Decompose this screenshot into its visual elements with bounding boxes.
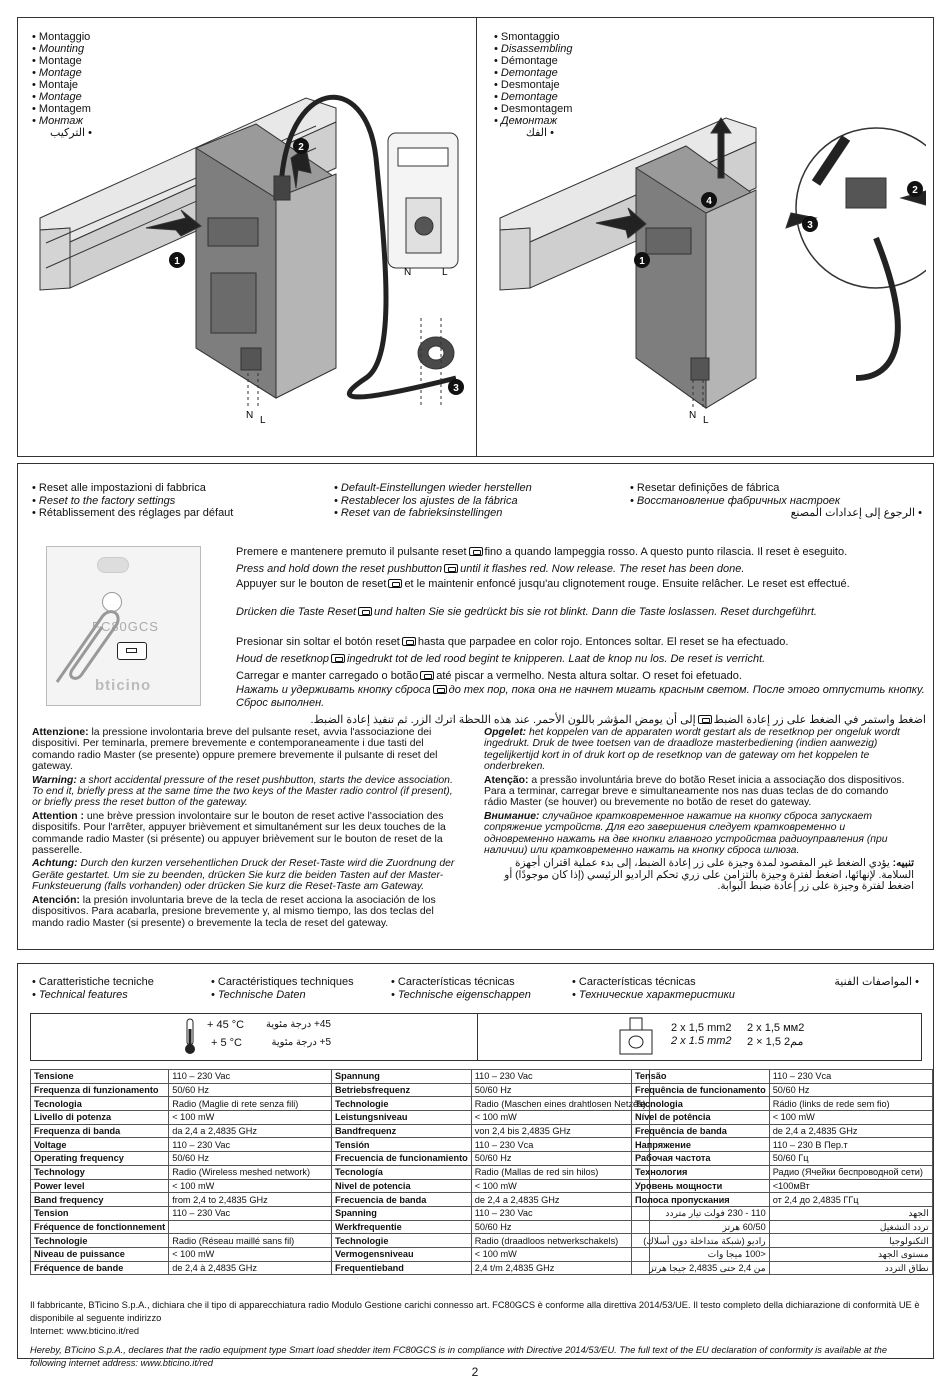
spec-key: Bandfrequenz bbox=[332, 1124, 472, 1138]
spec-value: Rádio (links de rede sem fio) bbox=[769, 1097, 932, 1111]
spec-row bbox=[31, 1152, 332, 1166]
spec-key: Leistungsniveau bbox=[332, 1111, 472, 1125]
instruction-text: Drücken die Taste Reset bbox=[236, 605, 357, 618]
warning-text: a short accidental pressure of the reset pushbutton, starts the device association. To end it, briefly press at the same time the two keys of the Master radio control (if present), or briefly press the reset button of the gateway. bbox=[32, 774, 453, 809]
spec-value: 110 – 230 Vac bbox=[169, 1070, 332, 1084]
module-label-n-r: N bbox=[689, 410, 697, 421]
spec-key: Fréquence de bande bbox=[31, 1261, 169, 1275]
dismounting-lang-item: • Desmontagem bbox=[494, 103, 573, 115]
warning-text: la presión involuntaria breve de la tecla de reset acciona la asociación de los dispositivos. Para acabarla, presione brevemente y, al mismo tiempo, las dos teclas del mando radio Master (si presente) o brevemente la tecla de reset del gateway. bbox=[32, 894, 436, 929]
spec-value: Radio (draadloos netwerkschakels) bbox=[471, 1234, 649, 1248]
dismounting-lang-item: • Smontaggio bbox=[494, 31, 560, 43]
step-1-number: 1 bbox=[174, 256, 180, 267]
spec-key: Spanning bbox=[332, 1206, 472, 1220]
spec-key: Technology bbox=[31, 1165, 169, 1179]
device-illustration bbox=[46, 546, 201, 706]
reset-button-icon bbox=[420, 671, 434, 680]
warning-paragraph bbox=[32, 775, 462, 809]
footer-italian-url: Internet: www.bticino.it/red bbox=[30, 1326, 140, 1336]
warning-paragraph bbox=[32, 895, 462, 929]
reset-button-icon bbox=[388, 579, 402, 588]
instruction-text: hasta que parpadee en color rojo. Entonces soltar. El reset se ha efectuado. bbox=[417, 635, 789, 648]
instruction-line bbox=[236, 684, 926, 712]
technical-section bbox=[17, 963, 934, 1368]
spec-key: Полоса пропускания bbox=[632, 1193, 770, 1207]
reset-header: • Reset to the factory settings bbox=[32, 494, 176, 507]
spec-row bbox=[31, 1206, 332, 1220]
dismounting-lang-arabic: • الفك bbox=[525, 127, 554, 139]
warning-paragraph bbox=[32, 858, 462, 892]
spec-row bbox=[31, 1083, 332, 1097]
spec-row bbox=[31, 1070, 332, 1084]
reset-button-icon bbox=[698, 715, 712, 724]
instruction-text: Нажать и удерживать кнопку сброса bbox=[236, 684, 431, 697]
spec-row bbox=[31, 1247, 332, 1261]
tech-header-4: • Características técnicas • Технические характеристики bbox=[572, 976, 735, 1001]
spec-row bbox=[332, 1179, 650, 1193]
warning-text: случайное кратковременное нажатие на кнопку сброса запускает сопряжение устройств. Для его завершения следует кратковременно и одновременно нажать на две кнопки главного устройства радиоуправления (при наличии) или кратковременно нажать на кнопку сброса шлюза. bbox=[484, 810, 888, 857]
spec-key: Band frequency bbox=[31, 1193, 169, 1207]
warning-text: het koppelen van de apparaten wordt gestart als de resetknop per ongeluk wordt ingedrukt. Druk de twee toetsen van de draadloze masterbediening (indien aanwezig) tegelijkertijd kort in of druk kort op de resetknop van de gateway om het koppelen te onderbreken. bbox=[484, 727, 900, 773]
spec-value: 110 – 230 Vca bbox=[769, 1070, 932, 1084]
spec-key-arabic: التكنولوجيا bbox=[769, 1234, 932, 1248]
mounting-lang-item: • Montage bbox=[32, 91, 82, 103]
spec-row-arabic bbox=[632, 1234, 933, 1248]
terminal-clamp-icon bbox=[616, 1016, 656, 1058]
footer-english: Hereby, BTicino S.p.A., declares that the radio equipment type Smart load shedder item FC80GCS is in compliance with Directive 2014/53/EU. The full text of the EU declaration of conformity is available at the following internet address: www.bticino.it/red bbox=[30, 1345, 888, 1368]
instruction-line bbox=[236, 668, 926, 685]
spec-key: Voltage bbox=[31, 1138, 169, 1152]
spec-key: Технология bbox=[632, 1165, 770, 1179]
spec-key: Frequência de banda bbox=[632, 1124, 770, 1138]
spec-key: Technologie bbox=[332, 1097, 472, 1111]
warning-lead: تنبيه: bbox=[892, 858, 914, 870]
device-model-label: FC80GCS bbox=[92, 619, 159, 634]
warning-lead: Opgelet: bbox=[484, 727, 527, 738]
reset-header: • Rétablissement des réglages par défaut bbox=[32, 507, 234, 519]
spec-value: 50/60 Hz bbox=[769, 1083, 932, 1097]
spec-value: da 2,4 a 2,4835 GHz bbox=[169, 1124, 332, 1138]
spec-value: Radio (Wireless meshed network) bbox=[169, 1165, 332, 1179]
instruction-text: até piscar a vermelho. Nesta altura soltar. O reset foi efetuado. bbox=[436, 669, 742, 682]
spec-value: 110 – 230 Vac bbox=[169, 1138, 332, 1152]
instruction-line bbox=[236, 651, 926, 668]
spec-value: 110 – 230 Vca bbox=[471, 1138, 649, 1152]
warning-paragraph bbox=[32, 811, 462, 857]
warning-lead: Achtung: bbox=[32, 858, 78, 870]
spec-key: Tecnología bbox=[332, 1165, 472, 1179]
step-3-number: 3 bbox=[453, 383, 459, 394]
spec-row bbox=[632, 1193, 933, 1207]
spec-key: Nível de potência bbox=[632, 1111, 770, 1125]
instruction-text: اضغط واستمر في الضغط على زر إعادة الضبط bbox=[713, 714, 926, 727]
spec-row bbox=[332, 1152, 650, 1166]
reset-button-icon bbox=[469, 547, 483, 556]
spec-key: Livello di potenza bbox=[31, 1111, 169, 1125]
spec-value: 50/60 Hz bbox=[471, 1083, 649, 1097]
spec-value: 50/60 Гц bbox=[769, 1152, 932, 1166]
spec-key: Frecuencia de funcionamiento bbox=[332, 1152, 472, 1166]
mounting-lang-item: • Montage bbox=[32, 67, 82, 79]
dismounting-lang-item: • Disassembling bbox=[494, 43, 573, 55]
instruction-text: Premere e mantenere premuto il pulsante reset bbox=[236, 546, 467, 558]
spec-value: 50/60 Hz bbox=[169, 1083, 332, 1097]
spec-key: Fréquence de fonctionnement bbox=[31, 1220, 169, 1234]
spec-value: 2,4 t/m 2,4835 GHz bbox=[471, 1261, 649, 1275]
spec-row bbox=[332, 1124, 650, 1138]
spec-value: from 2,4 to 2,4835 GHz bbox=[169, 1193, 332, 1207]
warning-text: Durch den kurzen versehentlichen Druck der Reset-Taste wird die Zuordnung der Geräte gestartet. Um sie zu beenden, drücken Sie kurz die beiden Tasten auf der Master-Funksteuerung (falls vorhanden) oder drücken Sie kurz die Reset-Taste am Gateway. bbox=[32, 858, 455, 893]
instruction-text: إلى أن يومض المؤشر باللون الأحمر. عند هذه اللحظة اترك الزر. ثم تنفيذ إعادة الضبط. bbox=[310, 714, 696, 727]
mounting-lang-item: • Montaje bbox=[32, 79, 79, 91]
spec-row bbox=[31, 1165, 332, 1179]
spec-row bbox=[31, 1220, 332, 1234]
spec-row bbox=[332, 1247, 650, 1261]
spec-key: Frequência de funcionamento bbox=[632, 1083, 770, 1097]
spec-key-arabic: تردد التشغيل bbox=[769, 1220, 932, 1234]
warning-lead: Atenção: bbox=[484, 774, 529, 786]
section-divider bbox=[476, 18, 477, 456]
spec-value: Radio (Maglie di rete senza fili) bbox=[169, 1097, 332, 1111]
mounting-lang-item: • Montaggio bbox=[32, 31, 91, 43]
thermometer-icon bbox=[181, 1017, 199, 1057]
spec-key: Tensão bbox=[632, 1070, 770, 1084]
instruction-text: Press and hold down the reset pushbutton bbox=[236, 562, 443, 575]
spec-table-left bbox=[30, 1069, 332, 1275]
spec-value: 110 – 230 В Пер.т bbox=[769, 1138, 932, 1152]
dismounting-lang-item: • Desmontaje bbox=[494, 79, 560, 91]
warning-text: une brève pression involontaire sur le bouton de reset active l'association des dispositifs. Pour l'arrêter, appuyer brièvement et simultanément sur les deux touches de la commande radio Master (si présente) ou appuyer brièvement sur le bouton de reset de la passerelle. bbox=[32, 810, 446, 857]
spec-table-middle bbox=[331, 1069, 650, 1275]
step-1-number-r: 1 bbox=[639, 256, 645, 267]
spec-value: 50/60 Hz bbox=[471, 1152, 649, 1166]
warning-lead: Atención: bbox=[32, 894, 80, 906]
reset-instructions bbox=[236, 544, 926, 729]
spec-key: Betriebsfrequenz bbox=[332, 1083, 472, 1097]
spec-table-right bbox=[631, 1069, 933, 1275]
reset-header: • Restablecer los ajustes de la fábrica bbox=[334, 494, 518, 507]
warning-lead: Warning: bbox=[32, 774, 77, 786]
instruction-line bbox=[236, 606, 926, 634]
footer-italian: Il fabbricante, BTicino S.p.A., dichiara che il tipo di apparecchiatura radio Modulo Gestione carichi connesso art. FC80GCS è conforme alla direttiva 2014/53/UE. Il testo completo della dichiarazione di conformità UE è disponibile al seguente indirizzo bbox=[30, 1300, 920, 1323]
instruction-line bbox=[236, 634, 926, 651]
reset-button-icon bbox=[444, 564, 458, 573]
spec-row bbox=[31, 1097, 332, 1111]
cable-spec-3: 2 x 1,5 мм2 bbox=[747, 1022, 805, 1034]
reset-headers-col2 bbox=[334, 482, 532, 520]
instruction-text: until it flashes red. Now release. The reset has been done. bbox=[460, 562, 745, 575]
spec-value: < 100 mW bbox=[769, 1111, 932, 1125]
spec-value: de 2,4 à 2,4835 GHz bbox=[169, 1261, 332, 1275]
reset-button-icon bbox=[433, 685, 447, 694]
meter-label-n: N bbox=[404, 267, 412, 278]
spec-row-arabic bbox=[632, 1206, 933, 1220]
reset-header: • Reset van de fabrieksinstellingen bbox=[334, 507, 503, 519]
spec-value: < 100 mW bbox=[471, 1179, 649, 1193]
spec-row bbox=[632, 1097, 933, 1111]
spec-row bbox=[632, 1165, 933, 1179]
reset-headers-col1 bbox=[32, 482, 233, 520]
spec-row bbox=[632, 1152, 933, 1166]
reset-section bbox=[17, 463, 934, 950]
spec-key: Tensión bbox=[332, 1138, 472, 1152]
dismounting-lang-item: • Demontage bbox=[494, 67, 558, 79]
spec-row bbox=[332, 1070, 650, 1084]
warning-text: a pressão involuntária breve do botão Reset inicia a associação dos dispositivos. Para a terminar, carregar breve e simultaneamente nos nas duas teclas de do comando rádio Master (se houver) ou brevemente no botão de reset do gateway. bbox=[484, 774, 905, 809]
spec-row bbox=[332, 1165, 650, 1179]
instruction-line bbox=[236, 578, 926, 606]
mounting-lang-item: • Mounting bbox=[32, 43, 85, 55]
spec-key: Frequenza di funzionamento bbox=[31, 1083, 169, 1097]
spec-value: 110 – 230 Vac bbox=[169, 1206, 332, 1220]
spec-key: Werkfrequentie bbox=[332, 1220, 472, 1234]
module-label-l-r: L bbox=[703, 415, 709, 426]
environment-box bbox=[30, 1013, 922, 1061]
instruction-text: Appuyer sur le bouton de reset bbox=[236, 577, 387, 590]
spec-row bbox=[632, 1124, 933, 1138]
spec-row bbox=[632, 1111, 933, 1125]
paperclip-icon bbox=[47, 602, 127, 692]
spec-key: Nivel de potencia bbox=[332, 1179, 472, 1193]
warning-lead: Внимание: bbox=[484, 810, 540, 822]
spec-row bbox=[332, 1083, 650, 1097]
spec-value: Radio (Mallas de red sin hilos) bbox=[471, 1165, 649, 1179]
meter-label-l: L bbox=[442, 267, 448, 278]
spec-value: 50/60 Hz bbox=[471, 1220, 649, 1234]
spec-value-arabic: من 2,4 حتى 2,4835 جيجا هرتز bbox=[632, 1261, 770, 1275]
spec-key: Tension bbox=[31, 1206, 169, 1220]
warning-lead: Attention : bbox=[32, 810, 84, 822]
spec-row-arabic bbox=[632, 1247, 933, 1261]
warning-paragraph bbox=[484, 811, 914, 857]
spec-key: Power level bbox=[31, 1179, 169, 1193]
instruction-text: Presionar sin soltar el botón reset bbox=[236, 635, 400, 648]
spec-key: Tecnologia bbox=[632, 1097, 770, 1111]
spec-key: Technologie bbox=[31, 1234, 169, 1248]
spec-key: Frequentieband bbox=[332, 1261, 472, 1275]
reset-header: • Reset alle impostazioni di fabbrica bbox=[32, 482, 206, 494]
dismounting-lang-item: • Démontage bbox=[494, 55, 558, 67]
spec-key-arabic: الجهد bbox=[769, 1206, 932, 1220]
reset-button-icon bbox=[402, 637, 416, 646]
spec-row bbox=[632, 1138, 933, 1152]
dismounting-illustration bbox=[496, 78, 926, 448]
temp-min: + 5 °C bbox=[211, 1037, 242, 1049]
reset-header: • Default-Einstellungen wieder herstellen bbox=[334, 482, 532, 494]
instruction-text: et le maintenir enfoncé jusqu'au clignotement rouge. Ensuite relâcher. Le reset est effectué. bbox=[404, 577, 850, 590]
spec-value: Радио (Ячейки беспроводной сети) bbox=[769, 1165, 932, 1179]
spec-value: 110 – 230 Vac bbox=[471, 1206, 649, 1220]
spec-value: 110 – 230 Vac bbox=[471, 1070, 649, 1084]
toggle-shape bbox=[97, 557, 129, 573]
module-label-l: L bbox=[260, 415, 266, 426]
spec-key: Tecnologia bbox=[31, 1097, 169, 1111]
spec-value: < 100 mW bbox=[471, 1111, 649, 1125]
spec-key: Operating frequency bbox=[31, 1152, 169, 1166]
spec-row bbox=[332, 1138, 650, 1152]
spec-row bbox=[332, 1097, 650, 1111]
spec-row bbox=[632, 1070, 933, 1084]
spec-value: < 100 mW bbox=[169, 1111, 332, 1125]
instruction-text: до тех пор, пока она не начнет мигать красным светом. После этого отпустить кнопку. Сброс выполнен. bbox=[236, 684, 925, 710]
spec-value: Radio (Maschen eines drahtlosen Netzes) bbox=[471, 1097, 649, 1111]
mounting-section bbox=[17, 17, 934, 457]
spec-key: Technologie bbox=[332, 1234, 472, 1248]
spec-value bbox=[169, 1220, 332, 1234]
mounting-lang-item: • Montagem bbox=[32, 103, 91, 115]
spec-value-arabic: راديو (شبكة متداخلة دون أسلاك) bbox=[632, 1234, 770, 1248]
spec-value: от 2,4 до 2,4835 ГГц bbox=[769, 1193, 932, 1207]
spec-row bbox=[31, 1179, 332, 1193]
page-number: 2 bbox=[471, 1365, 479, 1378]
dismounting-lang-item: • Демонтаж bbox=[494, 115, 558, 127]
reset-header: • Resetar definições de fábrica bbox=[630, 482, 780, 494]
spec-value-arabic: 60/50 هرتز bbox=[632, 1220, 770, 1234]
spec-row bbox=[332, 1193, 650, 1207]
instruction-text: fino a quando lampeggia rosso. A questo punto rilascia. Il reset è eseguito. bbox=[484, 546, 848, 558]
temp-min-arabic: 5+ درجة مئوية bbox=[271, 1037, 331, 1048]
instruction-text: und halten Sie sie gedrückt bis sie rot blinkt. Dann die Taste loslassen. Reset durchgeführt. bbox=[374, 605, 817, 618]
conformity-footer bbox=[30, 1299, 925, 1370]
brand-logo: bticino bbox=[95, 677, 152, 694]
spec-key: Tensione bbox=[31, 1070, 169, 1084]
spec-value-arabic: 110 - 230 فولت تيار متردد bbox=[632, 1206, 770, 1220]
spec-key: Рабочая частота bbox=[632, 1152, 770, 1166]
tech-header-arabic: • المواصفات الفنية bbox=[834, 976, 919, 988]
warning-paragraph bbox=[32, 727, 462, 773]
mounting-lang-item: • Montage bbox=[32, 55, 82, 67]
spec-value: < 100 mW bbox=[169, 1247, 332, 1261]
spec-row bbox=[31, 1193, 332, 1207]
spec-key-arabic: نطاق التردد bbox=[769, 1261, 932, 1275]
temp-max: + 45 °C bbox=[207, 1019, 245, 1031]
spec-row bbox=[332, 1220, 650, 1234]
spec-row bbox=[31, 1261, 332, 1275]
spec-key: Spannung bbox=[332, 1070, 472, 1084]
tech-header-3: • Características técnicas • Technische eigenschappen bbox=[391, 976, 531, 1001]
reset-button-icon bbox=[331, 654, 345, 663]
spec-value: < 100 mW bbox=[169, 1179, 332, 1193]
cable-spec-4: 2 × 1,5 مم2 bbox=[747, 1036, 804, 1048]
spec-value: 50/60 Hz bbox=[169, 1152, 332, 1166]
reset-button-icon bbox=[358, 607, 372, 616]
module-label-n: N bbox=[246, 410, 254, 421]
step-2-number: 2 bbox=[298, 142, 304, 153]
instruction-text: ingedrukt tot de led rood begint te knipperen. Laat de knop nu los. De reset is verricht. bbox=[346, 652, 766, 665]
spec-row bbox=[332, 1234, 650, 1248]
reset-header: • Восстановление фабричных настроек bbox=[630, 494, 841, 507]
spec-value-arabic: <100 ميجا وات bbox=[632, 1247, 770, 1261]
warning-text: يؤدي الضغط غير المقصود لمدة وجيزة على زر إعادة الضبط، إلى بدء عملية اقتران أجهزة السلامة. لإنهائها، اضغط لفترة وجيزة بالتزامن على زري تحكم الراديو الرئيسي (إذا كان موجودًا) أو اضغط لفترة وجيزة على زر إعادة ضبط البوابة. bbox=[504, 858, 914, 893]
spec-value: de 2,4 a 2,4835 GHz bbox=[769, 1124, 932, 1138]
spec-row bbox=[31, 1124, 332, 1138]
instruction-line bbox=[236, 544, 926, 561]
spec-key: Niveau de puissance bbox=[31, 1247, 169, 1261]
cable-spec-2: 2 x 1.5 mm2 bbox=[671, 1035, 732, 1047]
instruction-text: Houd de resetknop bbox=[236, 652, 329, 665]
reset-header-arabic: • الرجوع إلى إعدادات المصنع bbox=[790, 507, 922, 519]
spec-row bbox=[332, 1111, 650, 1125]
spec-key: Напряжение bbox=[632, 1138, 770, 1152]
mounting-illustration bbox=[36, 78, 466, 448]
warnings-right bbox=[484, 727, 914, 895]
spec-row bbox=[332, 1206, 650, 1220]
instruction-line bbox=[236, 561, 926, 578]
spec-key-arabic: مستوى الجهد bbox=[769, 1247, 932, 1261]
instruction-text: Carregar e manter carregado o botão bbox=[236, 669, 419, 682]
spec-row bbox=[31, 1111, 332, 1125]
cable-spec-1: 2 x 1,5 mm2 bbox=[671, 1022, 732, 1034]
spec-value: von 2,4 bis 2,4835 GHz bbox=[471, 1124, 649, 1138]
dismounting-lang-item: • Demontage bbox=[494, 91, 558, 103]
spec-row bbox=[332, 1261, 650, 1275]
warning-paragraph bbox=[484, 858, 914, 892]
warning-lead: Attenzione: bbox=[32, 727, 89, 738]
tech-header-2: • Caractéristiques techniques • Technische Daten bbox=[211, 976, 354, 1001]
step-2-number-r: 2 bbox=[912, 185, 918, 196]
spec-value: Radio (Réseau maillé sans fil) bbox=[169, 1234, 332, 1248]
step-3-number-r: 3 bbox=[807, 220, 813, 231]
spec-row bbox=[632, 1179, 933, 1193]
spec-row bbox=[31, 1234, 332, 1248]
tech-header-1: • Caratteristiche tecniche • Technical features bbox=[32, 976, 154, 1001]
spec-value: de 2,4 a 2,4835 GHz bbox=[471, 1193, 649, 1207]
spec-key: Vermogensniveau bbox=[332, 1247, 472, 1261]
spec-key: Frequenza di banda bbox=[31, 1124, 169, 1138]
step-4-number-r: 4 bbox=[706, 196, 712, 207]
spec-row-arabic bbox=[632, 1220, 933, 1234]
mounting-lang-item: • Монтаж bbox=[32, 115, 83, 127]
spec-row bbox=[31, 1138, 332, 1152]
reset-headers-col3 bbox=[630, 482, 922, 520]
mounting-lang-arabic: • التركيب bbox=[49, 127, 92, 139]
spec-row bbox=[632, 1083, 933, 1097]
warnings-left bbox=[32, 727, 462, 931]
spec-key: Frecuencia de banda bbox=[332, 1193, 472, 1207]
spec-value: <100мВт bbox=[769, 1179, 932, 1193]
spec-key: Уровень мощности bbox=[632, 1179, 770, 1193]
warning-text: la pressione involontaria breve del pulsante reset, avvia l'associazione dei dispositivi. Per teminarla, premere brevemente e contemporaneamente i due tasti del comando radio Master (se presente) oppure premere brevemente il pulsante di reset del gateway. bbox=[32, 727, 438, 773]
temp-max-arabic: 45+ درجة مئوية bbox=[265, 1019, 331, 1030]
warning-paragraph bbox=[484, 727, 914, 773]
spec-value: < 100 mW bbox=[471, 1247, 649, 1261]
warning-paragraph bbox=[484, 775, 914, 809]
spec-row-arabic bbox=[632, 1261, 933, 1275]
